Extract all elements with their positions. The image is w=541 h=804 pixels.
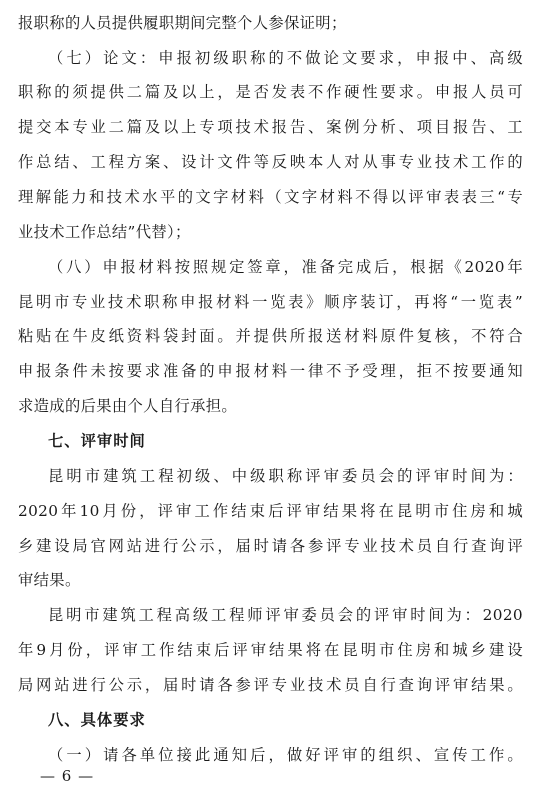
text-line: 求造成的后果由个人自行承担。 [18, 397, 238, 415]
text-line: 业技术工作总结”代替）； [18, 223, 191, 241]
text-line: 年9月份，评审工作结束后评审结果将在昆明市住房和城乡建设 [18, 641, 523, 659]
text-line: （八）申报材料按照规定签章，准备完成后，根据《2020年 [48, 258, 523, 276]
text-line: 昆明市建筑工程高级工程师评审委员会的评审时间为：2020 [48, 606, 523, 624]
text-line: 报职称的人员提供履职期间完整个人参保证明； [18, 14, 347, 32]
text-line: （一）请各单位接此通知后，做好评审的组织、宣传工作。 [48, 746, 523, 764]
text-line: 局网站进行公示，届时请各参评专业技术员自行查询评审结果。 [18, 676, 523, 694]
text-line: 审结果。 [18, 571, 81, 589]
text-line: 乡建设局官网站进行公示，届时请各参评专业技术员自行查询评 [18, 537, 523, 555]
section-heading: 八、具体要求 [48, 711, 146, 729]
text-line: 粘贴在牛皮纸资料袋封面。并提供所报送材料原件复核，不符合 [18, 327, 523, 345]
text-line: 2020年10月份，评审工作结束后评审结果将在昆明市住房和城 [18, 502, 523, 520]
text-line: 申报条件未按要求准备的申报材料一律不予受理，拒不按要通知 [18, 362, 523, 380]
text-line: 作总结、工程方案、设计文件等反映本人对从事专业技术工作的 [18, 153, 523, 171]
section-heading: 七、评审时间 [48, 432, 146, 450]
text-line: （七）论文：申报初级职称的不做论文要求，申报中、高级 [48, 49, 523, 67]
text-line: 提交本专业二篇及以上专项技术报告、案例分析、项目报告、工 [18, 118, 523, 136]
text-line: 昆明市专业技术职称申报材料一览表》顺序装订，再将“一览表” [18, 293, 523, 311]
text-line: 职称的须提供二篇及以上，是否发表不作硬性要求。申报人员可 [18, 83, 523, 101]
text-line: 昆明市建筑工程初级、中级职称评审委员会的评审时间为： [48, 467, 523, 485]
text-line: 理解能力和技术水平的文字材料（文字材料不得以评审表表三“专 [18, 188, 523, 206]
page-number: — 6 — [40, 767, 95, 785]
